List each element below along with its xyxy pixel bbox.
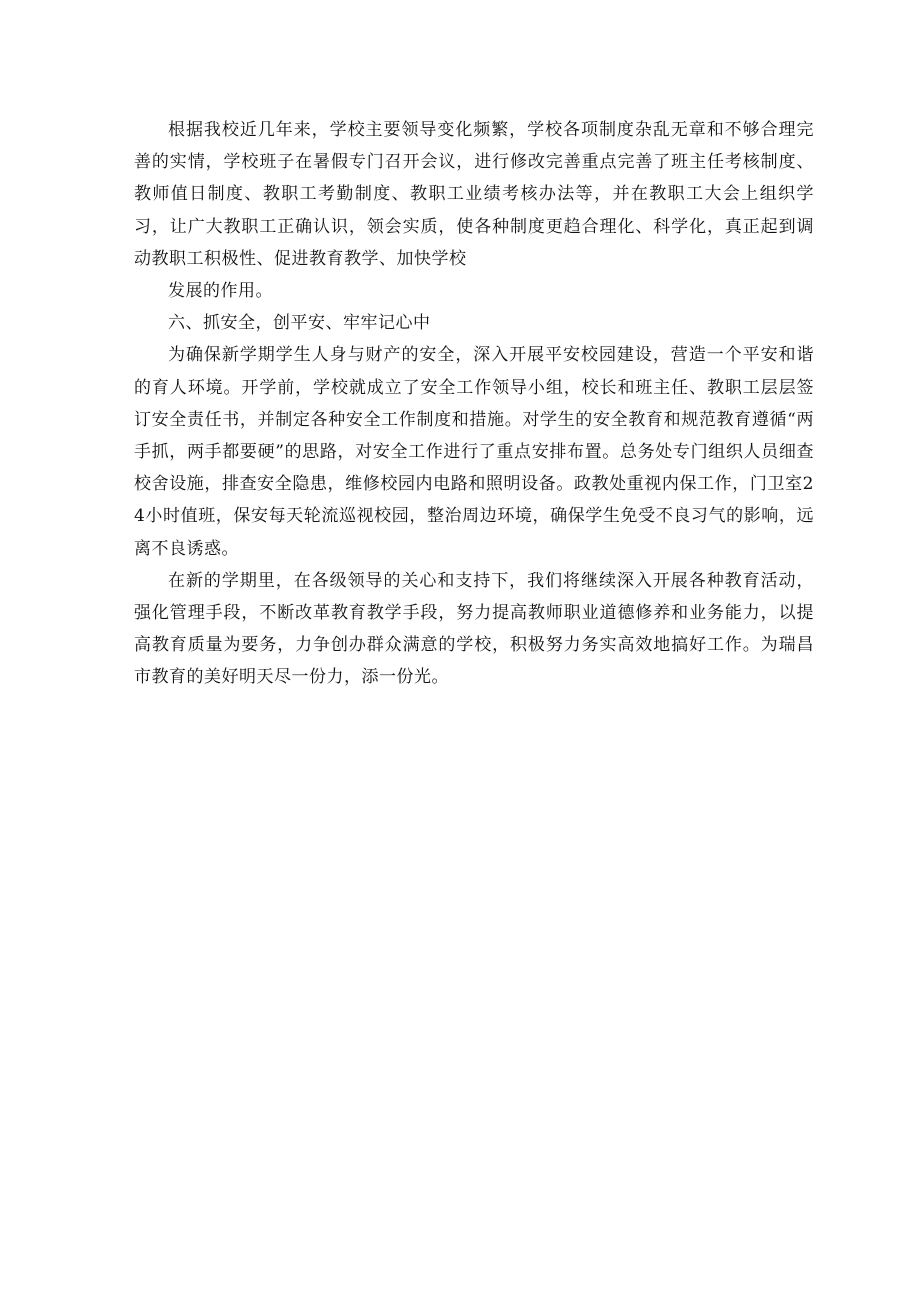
document-page bbox=[134, 114, 814, 694]
paragraph-safety-measures: 为确保新学期学生人身与财产的安全，深入开展平安校园建设，营造一个平安和谐的育人环境。开学前，学校就成立了安全工作领导小组，校长和班主任、教职工层层签订安全责任书，并制定各种安全工作制度和措施。对学生的安全教育和规范教育遵循“两手抓，两手都要硬”的思路，对安全工作进行了重点安排布置。总务处专门组织人员细查校舍设施，排查安全隐患，维修校园内电路和照明设备。政教处重视内保工作，门卫室24小时值班，保安每天轮流巡视校园，整治周边环境，确保学生免受不良习气的影响，远离不良诱惑。 bbox=[134, 345, 814, 559]
paragraph-conclusion: 在新的学期里，在各级领导的关心和支持下，我们将继续深入开展各种教育活动，强化管理手段，不断改革教育教学手段，努力提高教师职业道德修养和业务能力，以提高教育质量为要务，力争创办群众满意的学校，积极努力务实高效地搞好工作。为瑞昌市教育的美好明天尽一份力，添一份光。 bbox=[134, 570, 814, 688]
paragraph-development-role: 发展的作用。 bbox=[168, 281, 273, 302]
paragraph-school-rules: 根据我校近几年来，学校主要领导变化频繁，学校各项制度杂乱无章和不够合理完善的实情，学校班子在暑假专门召开会议，进行修改完善重点完善了班主任考核制度、教师值日制度、教职工考勤制度、教职工业绩考核办法等，并在教职工大会上组织学习，让广大教职工正确认识，领会实质，使各种制度更趋合理化、科学化，真正起到调动教职工积极性、促进教育教学、加快学校 bbox=[134, 120, 814, 269]
section-heading-safety: 六、抓安全，创平安、牢牢记心中 bbox=[168, 313, 431, 334]
